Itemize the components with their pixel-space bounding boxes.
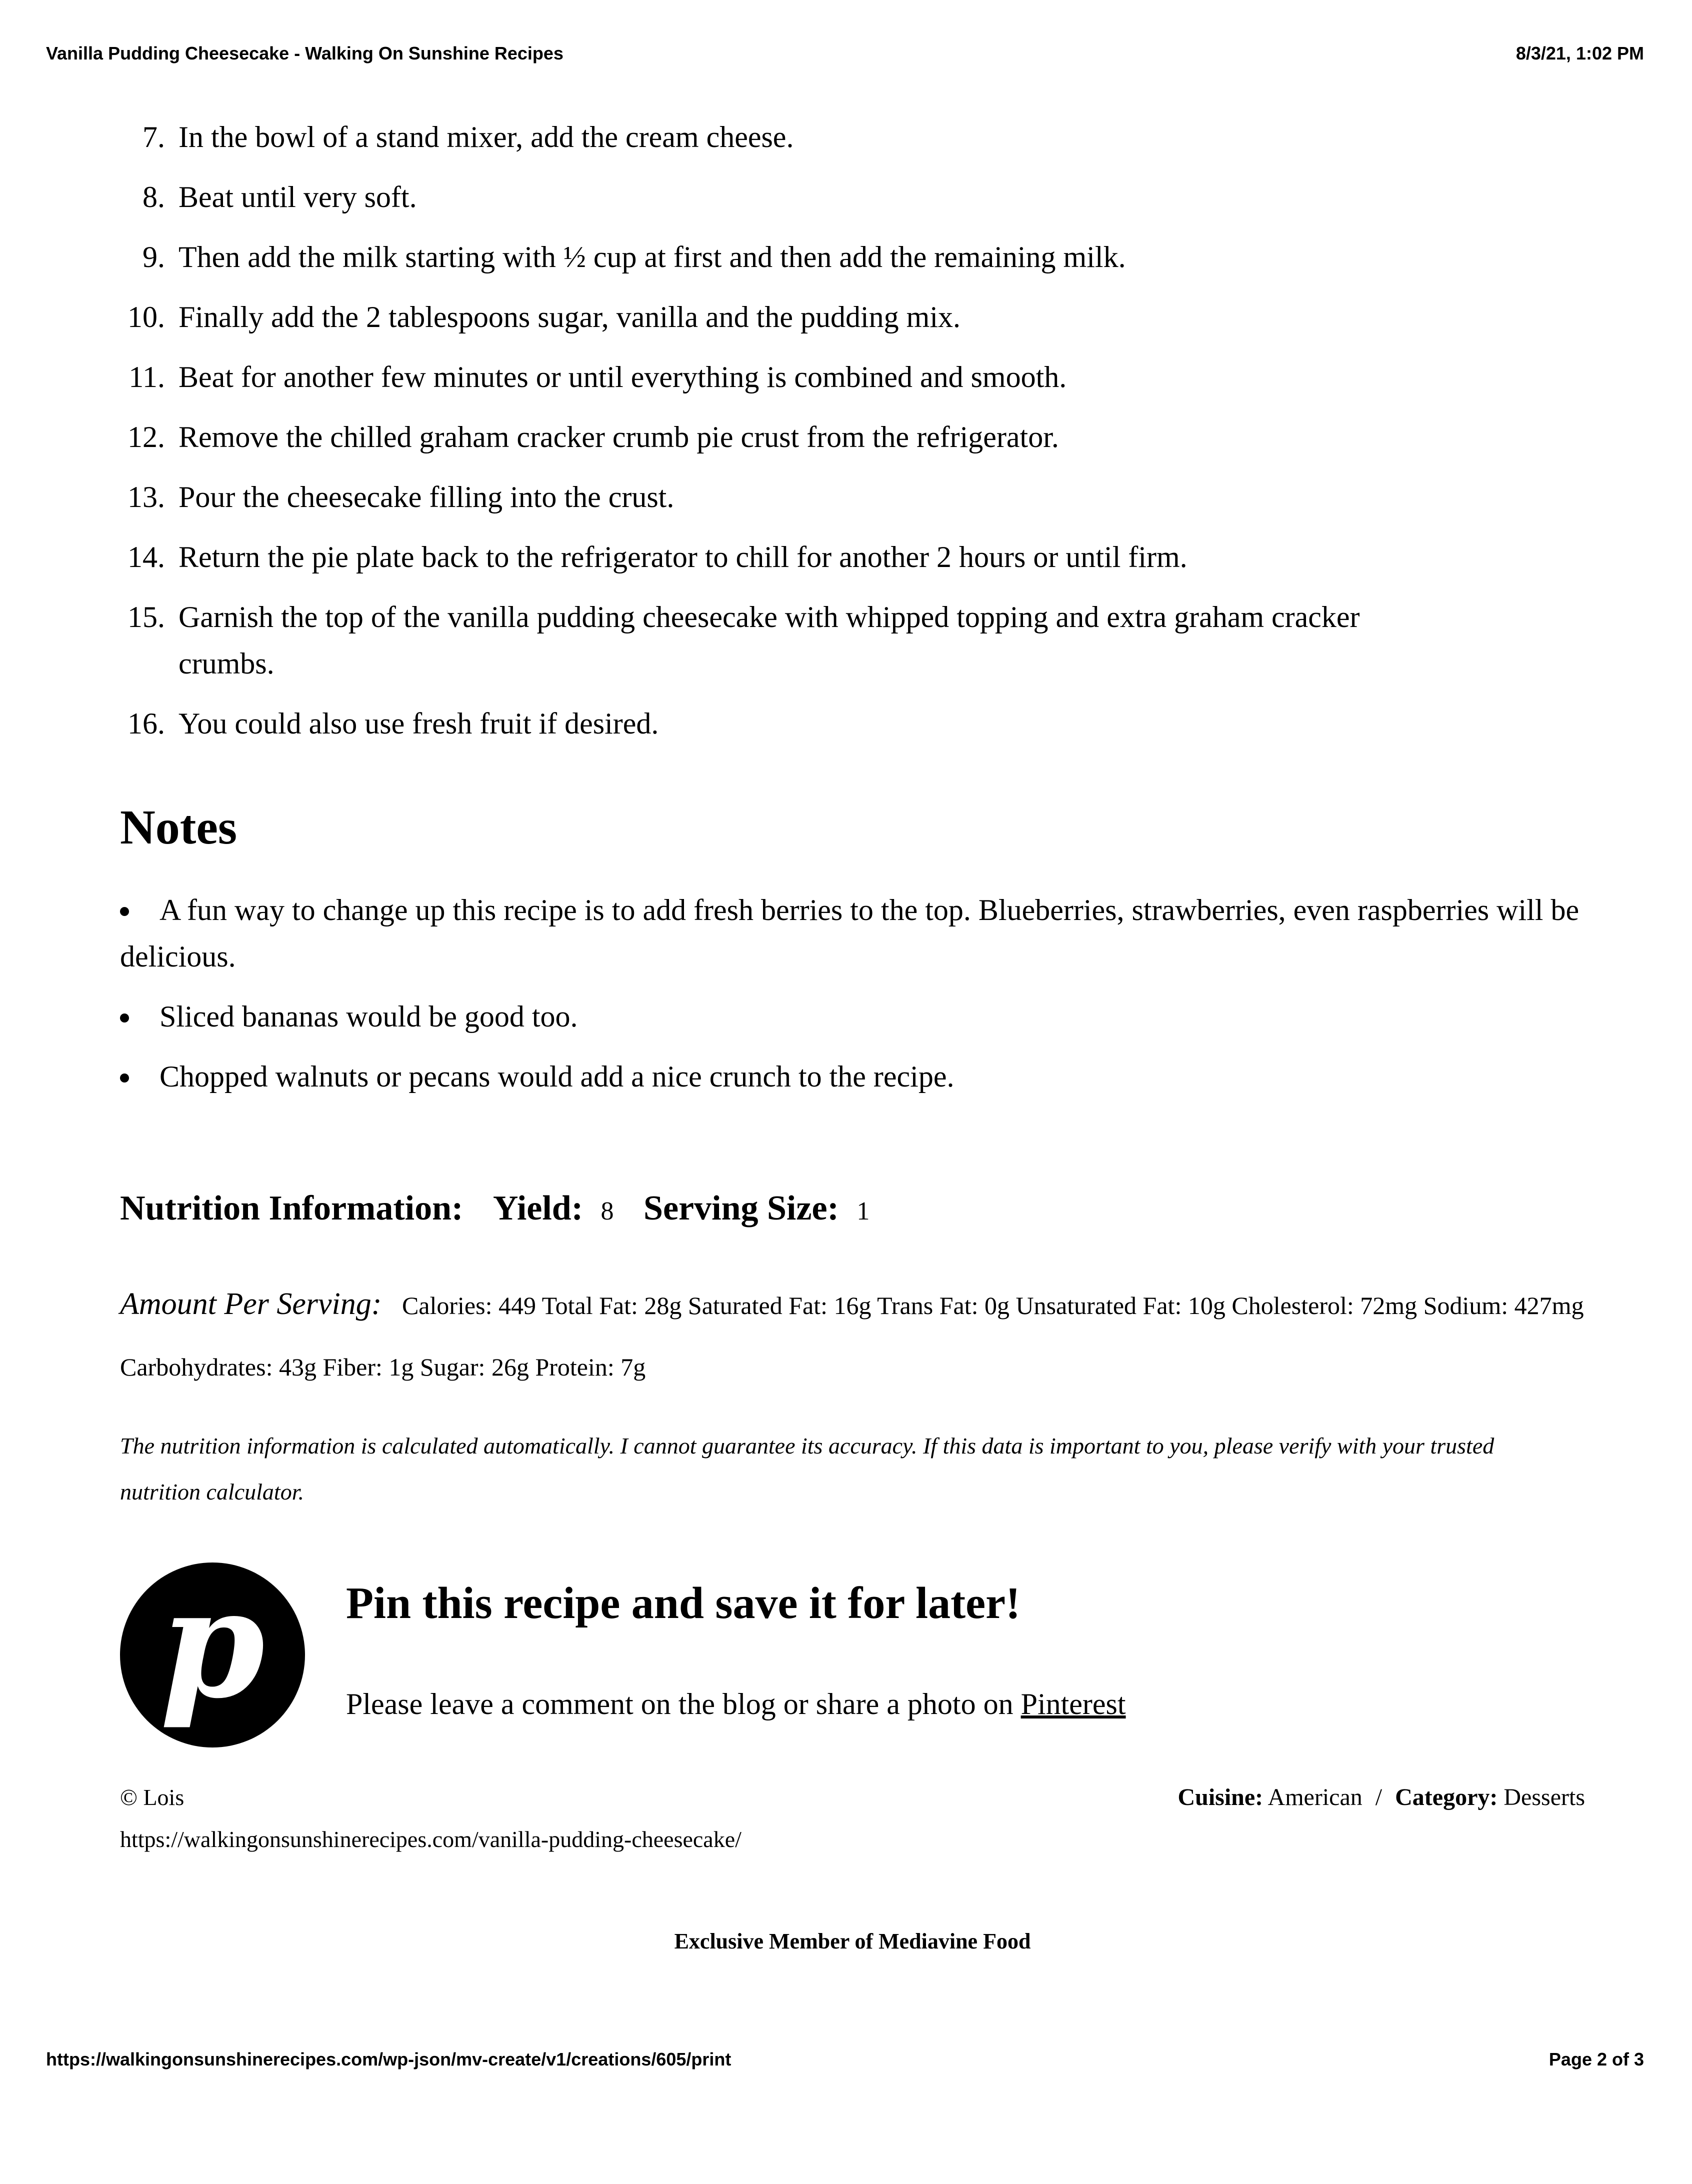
header-document-title: Vanilla Pudding Cheesecake - Walking On Sunshine Recipes bbox=[46, 43, 564, 64]
note-item: • A fun way to change up this recipe is to add fresh berries to the top. Blueberries, strawberries, even raspberries will be delicious. bbox=[120, 887, 1585, 980]
nutrient-trans-fat: Trans Fat: 0g bbox=[877, 1291, 1010, 1320]
nutrient-total-fat: Total Fat: 28g bbox=[542, 1291, 682, 1320]
notes-title: Notes bbox=[120, 800, 238, 854]
nutrient-protein: Protein: 7g bbox=[535, 1353, 646, 1382]
header-datetime: 8/3/21, 1:02 PM bbox=[1516, 43, 1644, 64]
nutrition-heading bbox=[120, 1188, 1585, 1230]
footer-url: https://walkingonsunshinerecipes.com/wp-json/mv-create/v1/creations/605/print bbox=[46, 2049, 732, 2070]
amount-per-serving bbox=[120, 1270, 1585, 1396]
instruction-step: 11. Beat for another few minutes or until everything is combined and smooth. bbox=[172, 354, 1380, 400]
serving-size-label: Serving Size: bbox=[644, 1188, 839, 1228]
nutrient-sodium: Sodium: 427mg bbox=[1423, 1291, 1584, 1320]
nutrient-sugar: Sugar: 26g bbox=[420, 1353, 529, 1382]
category-label: Category: bbox=[1395, 1784, 1498, 1810]
copyright: © Lois bbox=[120, 1784, 184, 1810]
recipe-source-url: https://walkingonsunshinerecipes.com/vanilla-pudding-cheesecake/ bbox=[120, 1826, 742, 1852]
print-header bbox=[46, 43, 1644, 64]
pin-subtitle bbox=[346, 1687, 1126, 1722]
separator: / bbox=[1375, 1784, 1382, 1810]
nutrient-carbohydrates: Carbohydrates: 43g bbox=[120, 1353, 316, 1382]
instruction-step: 15. Garnish the top of the vanilla pudding cheesecake with whipped topping and extra graham cracker crumbs. bbox=[172, 594, 1380, 687]
pin-title: Pin this recipe and save it for later! bbox=[346, 1578, 1020, 1628]
nutrient-cholesterol: Cholesterol: 72mg bbox=[1232, 1291, 1418, 1320]
nutrient-fiber: Fiber: 1g bbox=[322, 1353, 414, 1382]
nutrient-calories: Calories: 449 bbox=[402, 1291, 536, 1320]
yield-label: Yield: bbox=[492, 1188, 584, 1228]
instruction-step: 8. Beat until very soft. bbox=[172, 174, 1380, 220]
note-item: • Chopped walnuts or pecans would add a nice crunch to the recipe. bbox=[120, 1054, 1585, 1100]
meta-row bbox=[120, 1784, 1585, 1811]
instruction-step: 14. Return the pie plate back to the refrigerator to chill for another 2 hours or until firm. bbox=[172, 534, 1380, 580]
instruction-step: 16. You could also use fresh fruit if desired. bbox=[172, 700, 1380, 747]
pin-section bbox=[120, 1562, 1585, 1748]
category-value: Desserts bbox=[1504, 1784, 1585, 1810]
pin-text-block bbox=[346, 1562, 1126, 1722]
page-number: Page 2 of 3 bbox=[1548, 2049, 1644, 2070]
pin-subtitle-text: Please leave a comment on the blog or share a photo on bbox=[346, 1687, 1014, 1720]
cuisine-category bbox=[1178, 1784, 1585, 1811]
serving-size-value: 1 bbox=[856, 1196, 870, 1226]
nutrient-saturated-fat: Saturated Fat: 16g bbox=[688, 1291, 872, 1320]
instructions-list bbox=[120, 114, 1380, 747]
nutrition-disclaimer: The nutrition information is calculated automatically. I cannot guarantee its accuracy. If this data is important to you, please verify with your trusted nutrition calculator. bbox=[120, 1432, 1494, 1504]
yield-value: 8 bbox=[600, 1196, 614, 1226]
notes-list bbox=[120, 887, 1585, 1100]
note-item: • Sliced bananas would be good too. bbox=[120, 994, 1585, 1040]
mediavine-membership: Exclusive Member of Mediavine Food bbox=[674, 1928, 1031, 1954]
instruction-step: 12. Remove the chilled graham cracker crumb pie crust from the refrigerator. bbox=[172, 414, 1380, 460]
amount-per-serving-label: Amount Per Serving: bbox=[120, 1286, 382, 1321]
cuisine-value: American bbox=[1268, 1784, 1362, 1810]
print-footer bbox=[46, 2049, 1644, 2070]
nutrient-unsaturated-fat: Unsaturated Fat: 10g bbox=[1016, 1291, 1226, 1320]
instruction-step: 13. Pour the cheesecake filling into the crust. bbox=[172, 474, 1380, 520]
pinterest-link[interactable]: Pinterest bbox=[1020, 1687, 1126, 1720]
instruction-step: 10. Finally add the 2 tablespoons sugar, vanilla and the pudding mix. bbox=[172, 294, 1380, 340]
instruction-step: 9. Then add the milk starting with ½ cup at first and then add the remaining milk. bbox=[172, 234, 1380, 280]
cuisine-label: Cuisine: bbox=[1178, 1784, 1264, 1810]
nutrition-title: Nutrition Information: bbox=[120, 1188, 464, 1228]
pinterest-icon bbox=[120, 1562, 305, 1748]
instruction-step: 7. In the bowl of a stand mixer, add the cream cheese. bbox=[172, 114, 1380, 160]
